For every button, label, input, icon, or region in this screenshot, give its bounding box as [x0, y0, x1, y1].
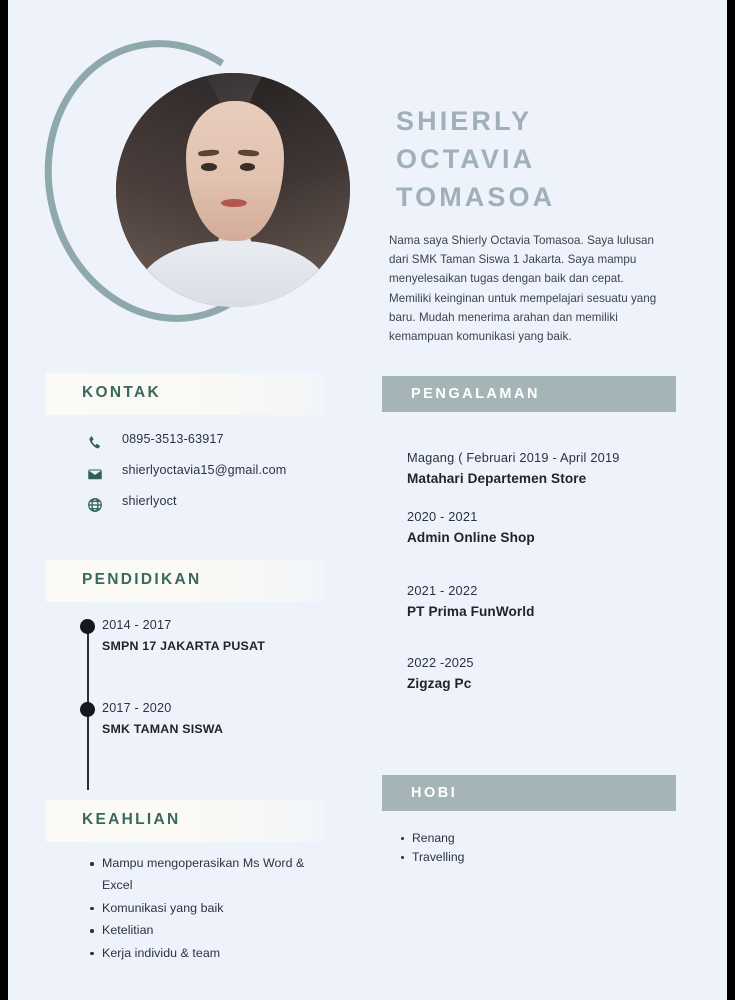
- name-line-3: TOMASOA: [396, 182, 556, 212]
- contact-value-web: shierlyoct: [122, 494, 177, 508]
- bio-paragraph: Nama saya Shierly Octavia Tomasoa. Saya lulusan dari SMK Taman Siswa 1 Jakarta. Saya mampu menyelesaikan tugas dengan baik dan cepat. Memiliki keinginan untuk mempelajari sesuatu yang baru. Mudah menerima arahan dan memiliki kemampuan komunikasi yang baik.: [389, 234, 657, 344]
- experience-role-1: Matahari Departemen Store: [407, 471, 587, 486]
- section-header-pengalaman: [382, 376, 676, 412]
- section-header-hobi: [382, 775, 676, 811]
- resume-sheet: [8, 0, 727, 1000]
- experience-item-2: [407, 509, 697, 545]
- experience-role-2: Admin Online Shop: [407, 530, 535, 545]
- section-title-kontak: KONTAK: [82, 384, 161, 401]
- name-line-1: SHIERLY: [396, 106, 533, 136]
- education-years-1: 2014 - 2017: [102, 618, 172, 632]
- contact-value-email: shierlyoctavia15@gmail.com: [122, 463, 287, 477]
- list-item: Mampu mengoperasikan Ms Word & Excel: [102, 852, 336, 897]
- contact-row-phone[interactable]: [86, 432, 336, 456]
- education-school-1: SMPN 17 JAKARTA PUSAT: [102, 639, 266, 653]
- contact-value-phone: 0895-3513-63917: [122, 432, 224, 446]
- timeline-dot-icon: [80, 619, 95, 634]
- list-item: Komunikasi yang baik: [102, 897, 336, 919]
- section-title-pendidikan: PENDIDIKAN: [82, 571, 202, 588]
- list-item: Kerja individu & team: [102, 942, 336, 964]
- section-title-hobi: HOBI: [411, 785, 458, 801]
- experience-years-2: 2020 - 2021: [407, 509, 478, 524]
- section-header-keahlian: [46, 800, 324, 842]
- phone-icon: [86, 434, 104, 452]
- experience-role-3: PT Prima FunWorld: [407, 604, 535, 619]
- hobbies-list: [398, 829, 648, 866]
- list-item: Travelling: [412, 848, 648, 867]
- experience-years-1: Magang ( Februari 2019 - April 2019: [407, 450, 620, 465]
- experience-item-3: [407, 583, 697, 619]
- avatar-eye-right: [240, 163, 255, 170]
- section-title-pengalaman: PENGALAMAN: [411, 386, 540, 402]
- globe-icon: [86, 496, 104, 514]
- section-header-kontak: [46, 373, 324, 415]
- contact-row-email[interactable]: [86, 463, 336, 487]
- skills-list: [86, 852, 336, 964]
- education-school-2: SMK TAMAN SISWA: [102, 722, 224, 736]
- experience-years-4: 2022 -2025: [407, 655, 474, 670]
- avatar: [116, 73, 350, 307]
- photo-block: [46, 36, 318, 331]
- list-item: Ketelitian: [102, 919, 336, 941]
- section-title-keahlian: KEAHLIAN: [82, 811, 181, 828]
- experience-item-1: [407, 450, 697, 486]
- education-years-2: 2017 - 2020: [102, 701, 172, 715]
- experience-role-4: Zigzag Pc: [407, 676, 472, 691]
- timeline-dot-icon: [80, 702, 95, 717]
- experience-item-4: [407, 655, 697, 691]
- envelope-icon: [86, 465, 104, 483]
- contact-row-web[interactable]: [86, 494, 336, 518]
- experience-years-3: 2021 - 2022: [407, 583, 478, 598]
- avatar-eye-left: [201, 163, 216, 170]
- list-item: Renang: [412, 829, 648, 848]
- page-title: [396, 102, 696, 216]
- section-header-pendidikan: [46, 560, 324, 602]
- name-line-2: OCTAVIA: [396, 144, 536, 174]
